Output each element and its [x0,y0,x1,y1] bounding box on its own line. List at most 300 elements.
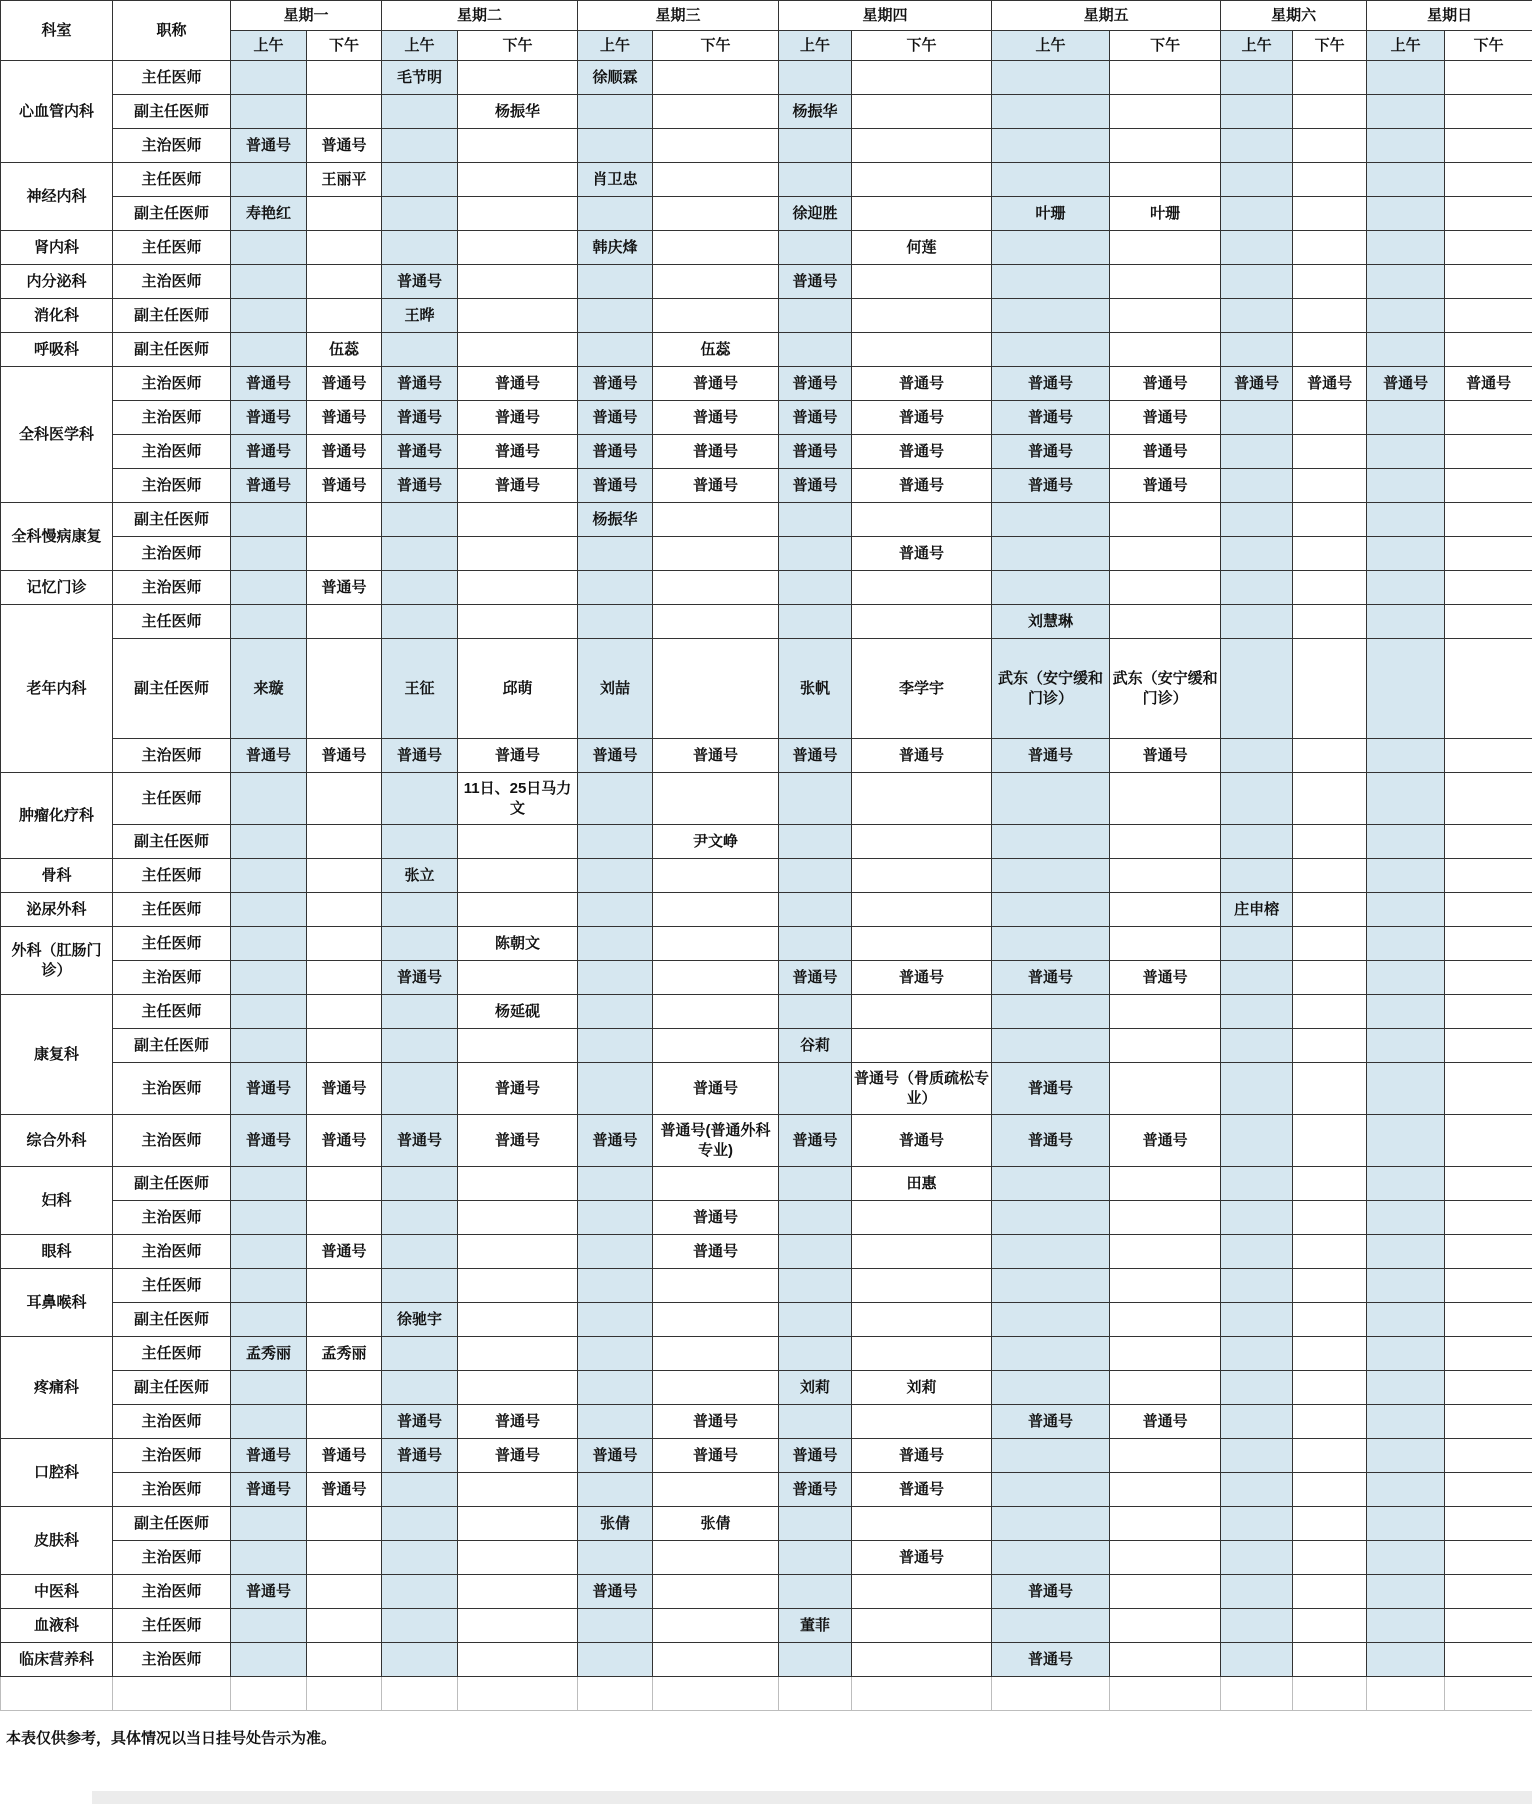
session-cell [1221,1115,1293,1167]
session-cell [458,129,578,163]
session-cell [992,1473,1110,1507]
title-cell: 副主任医师 [113,299,231,333]
session-cell [992,1235,1110,1269]
title-cell: 主治医师 [113,1541,231,1575]
title-cell: 主任医师 [113,995,231,1029]
session-cell [1293,1235,1367,1269]
session-cell [578,95,653,129]
session-cell [307,1405,382,1439]
session-cell [1367,859,1445,893]
session-cell [1221,1269,1293,1303]
session-cell [1293,197,1367,231]
session-cell [1445,1439,1532,1473]
empty-cell [653,1677,779,1711]
header-day-7: 星期日 [1367,1,1532,31]
session-cell [458,1541,578,1575]
department-cell: 骨科 [1,859,113,893]
session-cell [779,773,852,825]
department-cell: 全科医学科 [1,367,113,503]
session-cell [307,1269,382,1303]
department-cell: 肿瘤化疗科 [1,773,113,859]
session-cell: 普通号 [992,1643,1110,1677]
session-cell [1445,333,1532,367]
session-cell [1110,1575,1221,1609]
session-cell [1221,1201,1293,1235]
session-cell [1110,163,1221,197]
session-cell [1221,605,1293,639]
session-cell: 伍蕊 [653,333,779,367]
session-cell [578,129,653,163]
session-cell [1221,1643,1293,1677]
title-cell: 主治医师 [113,367,231,401]
title-cell: 主任医师 [113,773,231,825]
session-cell [1293,1507,1367,1541]
empty-cell [1110,1677,1221,1711]
session-cell [779,1643,852,1677]
session-cell: 普通号 [382,961,458,995]
session-cell [458,1473,578,1507]
session-cell: 刘莉 [779,1371,852,1405]
session-cell: 刘慧琳 [992,605,1110,639]
title-cell: 主任医师 [113,1337,231,1371]
session-cell [1110,825,1221,859]
session-cell [653,503,779,537]
session-cell [382,1473,458,1507]
title-cell: 主治医师 [113,469,231,503]
session-cell [307,197,382,231]
session-cell [307,1507,382,1541]
session-cell [231,1371,307,1405]
session-cell [231,163,307,197]
session-cell [382,1609,458,1643]
session-cell [1110,231,1221,265]
session-cell [231,1029,307,1063]
session-cell [779,299,852,333]
session-cell [653,1473,779,1507]
session-cell [1367,1063,1445,1115]
department-cell: 老年内科 [1,605,113,773]
session-cell [307,95,382,129]
session-cell [1293,1115,1367,1167]
session-cell [852,1269,992,1303]
session-cell: 普通号 [382,435,458,469]
session-cell [653,961,779,995]
session-cell [852,1609,992,1643]
session-cell [307,1609,382,1643]
session-cell: 普通号 [779,739,852,773]
session-cell [1445,95,1532,129]
session-cell [307,1167,382,1201]
title-cell: 主治医师 [113,961,231,995]
session-cell: 普通号 [307,1235,382,1269]
session-cell [1221,197,1293,231]
session-cell [992,163,1110,197]
session-cell: 孟秀丽 [307,1337,382,1371]
session-cell [1221,299,1293,333]
session-cell [779,1063,852,1115]
session-cell [1110,537,1221,571]
session-cell: 普通号 [992,401,1110,435]
title-cell: 主治医师 [113,1575,231,1609]
session-cell [1367,1439,1445,1473]
session-cell [653,1541,779,1575]
session-cell [1367,163,1445,197]
session-cell: 普通号 [852,1439,992,1473]
session-cell [1221,859,1293,893]
session-cell [458,605,578,639]
session-cell [1293,95,1367,129]
title-cell: 主治医师 [113,265,231,299]
department-cell: 临床营养科 [1,1643,113,1677]
session-cell: 普通号 [307,435,382,469]
session-cell [307,265,382,299]
title-cell: 主治医师 [113,1439,231,1473]
session-cell: 普通号 [779,469,852,503]
session-cell [1221,571,1293,605]
session-cell [1221,1575,1293,1609]
title-cell: 副主任医师 [113,1507,231,1541]
session-cell [653,859,779,893]
session-cell [779,571,852,605]
session-cell [458,163,578,197]
session-cell [1221,503,1293,537]
session-cell [992,1507,1110,1541]
session-cell [307,961,382,995]
session-cell [1445,893,1532,927]
session-cell [458,1167,578,1201]
session-cell [1110,129,1221,163]
session-cell: 普通号 [307,1473,382,1507]
session-cell [307,1575,382,1609]
session-cell: 普通号 [1110,367,1221,401]
session-cell [1293,1303,1367,1337]
session-cell [852,825,992,859]
session-cell: 普通号 [852,401,992,435]
session-cell [1445,1405,1532,1439]
title-cell: 主治医师 [113,1473,231,1507]
header-pm: 下午 [307,31,382,61]
session-cell [1367,1167,1445,1201]
session-cell [307,927,382,961]
session-cell [992,995,1110,1029]
session-cell [231,265,307,299]
session-cell [1367,1575,1445,1609]
header-pm: 下午 [852,31,992,61]
session-cell [1221,927,1293,961]
session-cell [852,995,992,1029]
session-cell [1445,1029,1532,1063]
session-cell [1293,1541,1367,1575]
session-cell: 普通号 [231,435,307,469]
session-cell [992,1269,1110,1303]
session-cell [231,503,307,537]
session-cell [653,1609,779,1643]
session-cell: 普通号 [231,1473,307,1507]
session-cell [1293,231,1367,265]
session-cell: 普通号 [1221,367,1293,401]
session-cell [1221,961,1293,995]
session-cell [1445,859,1532,893]
title-cell: 主治医师 [113,1063,231,1115]
session-cell: 普通号 [779,1115,852,1167]
session-cell [578,1303,653,1337]
session-cell: 普通号 [653,469,779,503]
session-cell [1445,1371,1532,1405]
session-cell [1293,401,1367,435]
session-cell [779,231,852,265]
session-cell [1445,773,1532,825]
session-cell: 普通号 [852,537,992,571]
empty-cell [231,1677,307,1711]
session-cell: 普通号 [992,367,1110,401]
session-cell [578,1541,653,1575]
session-cell [779,129,852,163]
session-cell [1445,1167,1532,1201]
session-cell: 普通号 [1445,367,1532,401]
title-cell: 主任医师 [113,1609,231,1643]
session-cell [382,1167,458,1201]
session-cell [458,1371,578,1405]
session-cell [382,1201,458,1235]
session-cell [779,1269,852,1303]
empty-cell [1221,1677,1293,1711]
session-cell [458,571,578,605]
session-cell [1445,961,1532,995]
session-cell [1293,1405,1367,1439]
session-cell: 普通号 [992,1405,1110,1439]
session-cell [1293,469,1367,503]
session-cell [1445,1235,1532,1269]
session-cell [458,1029,578,1063]
session-cell [1221,1371,1293,1405]
session-cell: 普通号 [779,1439,852,1473]
session-cell [1293,1269,1367,1303]
session-cell [653,537,779,571]
department-cell: 心血管内科 [1,61,113,163]
session-cell [382,537,458,571]
session-cell: 普通号 [653,1235,779,1269]
session-cell [1293,859,1367,893]
title-cell: 主任医师 [113,163,231,197]
session-cell [578,995,653,1029]
title-cell: 主任医师 [113,605,231,639]
session-cell [1110,1609,1221,1643]
session-cell [1293,1575,1367,1609]
session-cell [382,1507,458,1541]
title-cell: 副主任医师 [113,639,231,739]
session-cell [852,61,992,95]
session-cell [458,265,578,299]
session-cell: 普通号 [382,1439,458,1473]
session-cell: 普通号 [458,1115,578,1167]
session-cell [1293,639,1367,739]
empty-cell [458,1677,578,1711]
session-cell [382,1371,458,1405]
session-cell [458,859,578,893]
session-cell [852,163,992,197]
session-cell [578,1337,653,1371]
session-cell [1221,1029,1293,1063]
session-cell [231,995,307,1029]
session-cell [307,639,382,739]
session-cell [1367,1115,1445,1167]
session-cell [852,571,992,605]
session-cell [578,605,653,639]
session-cell [779,1337,852,1371]
session-cell [1293,61,1367,95]
session-cell [852,1575,992,1609]
title-cell: 主治医师 [113,1235,231,1269]
session-cell: 普通号 [458,435,578,469]
session-cell: 普通号 [578,435,653,469]
session-cell [992,1167,1110,1201]
session-cell [578,773,653,825]
session-cell: 韩庆烽 [578,231,653,265]
next-row-shading-strip [92,1791,1532,1804]
session-cell [852,1507,992,1541]
session-cell [578,1235,653,1269]
title-cell: 主治医师 [113,1643,231,1677]
session-cell [231,1303,307,1337]
session-cell [578,961,653,995]
session-cell [992,825,1110,859]
session-cell [231,1609,307,1643]
session-cell: 张倩 [653,1507,779,1541]
session-cell [779,995,852,1029]
session-cell [307,1541,382,1575]
session-cell [1367,197,1445,231]
session-cell [653,995,779,1029]
session-cell [1110,773,1221,825]
session-cell: 普通号 [653,739,779,773]
session-cell: 普通号 [382,469,458,503]
session-cell [231,893,307,927]
empty-cell [1,1677,113,1711]
session-cell: 何莲 [852,231,992,265]
session-cell [779,1575,852,1609]
session-cell: 普通号 [307,367,382,401]
session-cell [458,333,578,367]
session-cell [653,265,779,299]
session-cell: 普通号 [458,469,578,503]
session-cell [1221,1337,1293,1371]
session-cell [458,1643,578,1677]
session-cell: 普通号 [231,401,307,435]
session-cell [458,1507,578,1541]
session-cell [1221,1439,1293,1473]
session-cell [1367,469,1445,503]
session-cell [1110,1371,1221,1405]
session-cell: 普通号 [653,1201,779,1235]
session-cell [578,859,653,893]
session-cell [1221,61,1293,95]
session-cell [1221,1609,1293,1643]
session-cell [992,299,1110,333]
session-cell [231,299,307,333]
session-cell [458,1269,578,1303]
session-cell [852,893,992,927]
session-cell: 武东（安宁缓和门诊） [992,639,1110,739]
session-cell [231,773,307,825]
empty-cell [992,1677,1110,1711]
session-cell: 杨延砚 [458,995,578,1029]
session-cell [653,1575,779,1609]
session-cell [1445,739,1532,773]
session-cell [852,1029,992,1063]
session-cell [779,503,852,537]
session-cell [1445,605,1532,639]
session-cell [458,231,578,265]
title-cell: 主治医师 [113,1405,231,1439]
session-cell [578,1609,653,1643]
session-cell [1110,1303,1221,1337]
session-cell: 王丽平 [307,163,382,197]
session-cell [1110,571,1221,605]
session-cell [231,1643,307,1677]
session-cell: 普通号 [1110,435,1221,469]
department-cell: 疼痛科 [1,1337,113,1439]
session-cell [458,961,578,995]
session-cell [382,163,458,197]
session-cell [1445,231,1532,265]
session-cell [1110,265,1221,299]
session-cell [779,927,852,961]
header-title: 职称 [113,1,231,61]
session-cell [578,1063,653,1115]
session-cell [1293,1473,1367,1507]
session-cell [852,859,992,893]
session-cell [1221,401,1293,435]
session-cell [1367,1029,1445,1063]
header-day-5: 星期五 [992,1,1221,31]
session-cell [1367,1609,1445,1643]
session-cell [1110,995,1221,1029]
header-pm: 下午 [458,31,578,61]
session-cell: 普通号 [578,1439,653,1473]
session-cell: 武东（安宁缓和门诊） [1110,639,1221,739]
session-cell [1367,571,1445,605]
title-cell: 副主任医师 [113,1167,231,1201]
session-cell: 普通号 [1110,469,1221,503]
session-cell [1367,1643,1445,1677]
session-cell: 普通号 [992,961,1110,995]
session-cell [653,129,779,163]
session-cell [1110,503,1221,537]
session-cell [1367,1269,1445,1303]
title-cell: 副主任医师 [113,197,231,231]
session-cell: 普通号 [1110,1115,1221,1167]
session-cell [653,1337,779,1371]
session-cell: 普通号 [307,571,382,605]
session-cell [1367,1303,1445,1337]
session-cell [1367,61,1445,95]
title-cell: 主任医师 [113,231,231,265]
session-cell: 普通号 [578,367,653,401]
session-cell [458,197,578,231]
session-cell [1221,1303,1293,1337]
session-cell: 普通号 [852,961,992,995]
session-cell: 普通号 [231,367,307,401]
session-cell [1293,1167,1367,1201]
session-cell [382,95,458,129]
session-cell [1221,1473,1293,1507]
session-cell [382,1029,458,1063]
session-cell: 普通号 [307,401,382,435]
session-cell: 刘喆 [578,639,653,739]
session-cell: 普通号 [779,961,852,995]
session-cell [1221,1507,1293,1541]
session-cell [852,197,992,231]
